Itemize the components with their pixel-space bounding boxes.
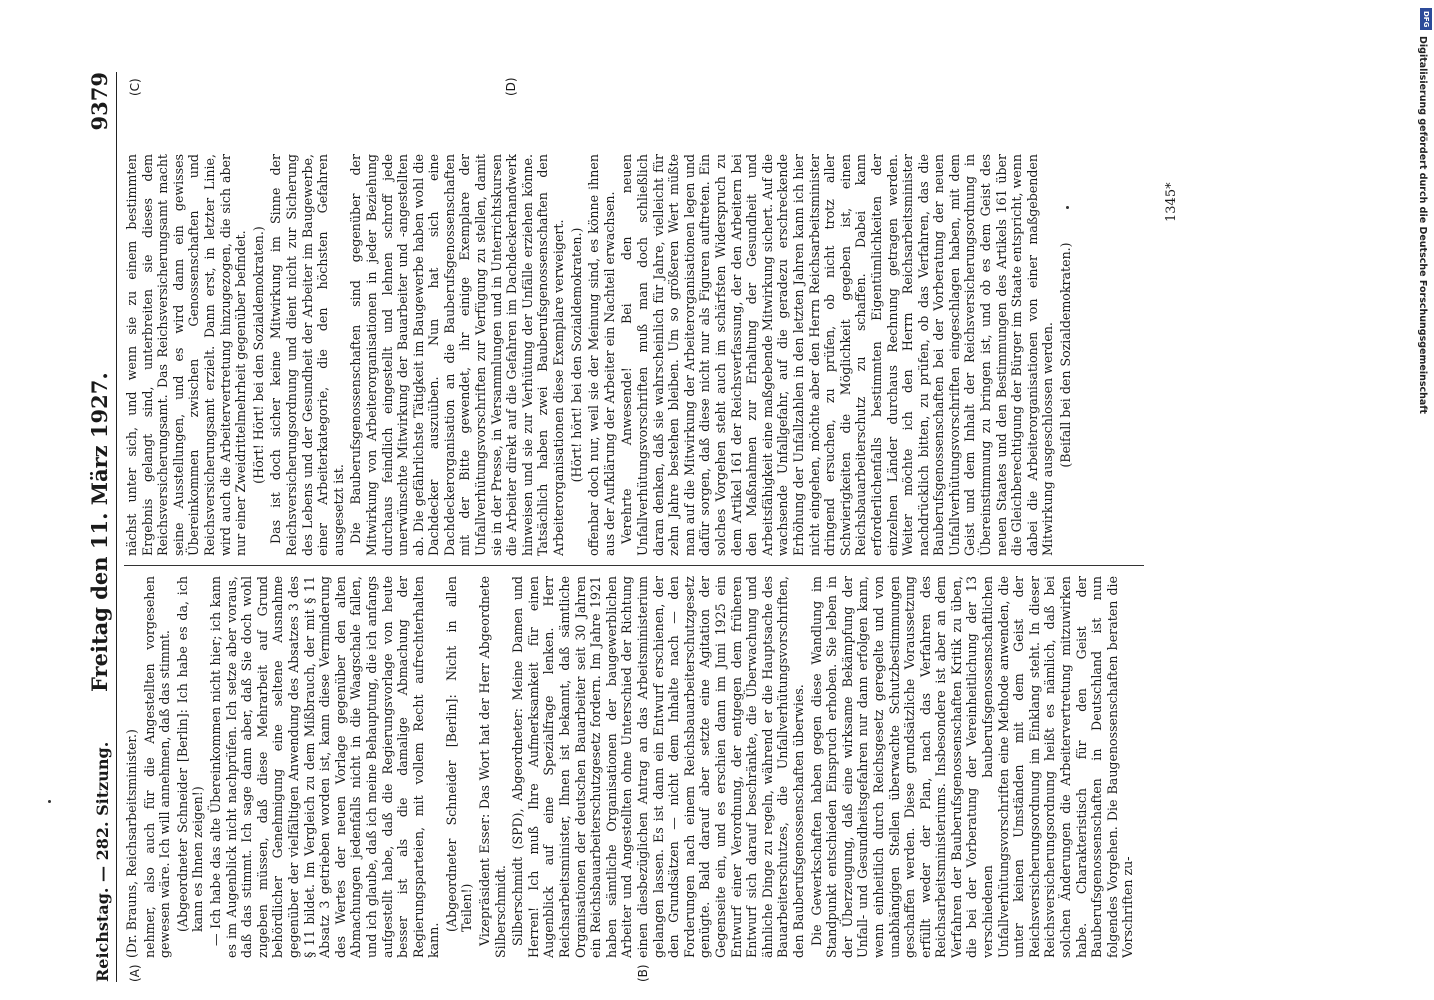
margin-mark-b: (B): [636, 964, 650, 982]
interjection: (Hört! hört! bei den Sozialdemokraten.): [568, 227, 584, 483]
interjection: (Hört! Hört! bei den Sozialdemokraten.): [250, 226, 266, 484]
scan-speck: [48, 800, 51, 803]
column-divider: [124, 565, 1144, 566]
footer-number: 1345*: [1164, 182, 1179, 222]
left-column: [124, 576, 1324, 958]
paragraph: Das ist doch sicher keine Mitwirkung im Sinne der Reichsversicherungsordnung und dient nicht zur Sicherung des Lebens und der Gesundheit der Arbeiter im Baugewerbe, einer Arbeiterkategorie, die den höchsten Gefahren ausgesetzt ist.: [268, 154, 346, 556]
paragraph: Vizepräsident Esser: Das Wort hat der Herr Abgeordnete Silberschmidt.: [477, 576, 508, 958]
paragraph: Silberschmidt (SPD), Abgeordneter: Meine Damen und Herren! Ich muß Ihre Aufmerksamkeit für einen Augenblick auf eine Spezialfrage lenken. Herr Reichsarbeitsminister, Ihnen ist bekannt, daß sämtliche Organisationen der deutschen Bauarbeiter seit 30 Jahren ein Reichsbauarbeiterschutzgesetz fordern. Im Jahre 1921 haben sämtliche Organisationen der baugewerblichen Arbeiter und Angestellten ohne Unterschied der Richtung einen diesbezüglichen Antrag an das Arbeitsministerium gelangen lassen. Es ist dann ein Entwurf erschienen, der den Grundsätzen — nicht dem Inhalte nach — den Forderungen nach einem Reichsbauarbeiterschutzgesetz genügte. Bald darauf aber setzte eine Agitation der Gegenseite ein, und es erschien dann im Juni 1925 ein Entwurf einer Verordnung, der entgegen dem früheren Entwurf sich darauf beschränkte, die Überwachung und ähnliche Dinge zu regeln, während er die Hauptsache des Bauarbeiterschutzes, die Unfallverhütungsvorschriften, den Bauberufsgenossenschaften überwies.: [510, 576, 806, 958]
header-session: Reichstag. — 282. Sitzung.: [93, 741, 112, 982]
header-date: Freitag den 11. März 1927.: [87, 372, 112, 692]
interjection: (Abgeordneter Schneider [Berlin]: Ich habe es da, ich kann es Ihnen zeigen!): [174, 576, 206, 932]
margin-mark-a: (A): [128, 964, 142, 982]
paragraph: Die Gewerkschaften haben gegen diese Wandlung im Standpunkt entschieden Einspruch erhoben. Sie leben in der Überzeugung, daß eine wirksame Bekämpfung der Unfall- und Gesundheitsgefahren nur dann erfolgen kann, wenn einheitlich durch Reichsgesetz geregelte und von unabhängigen Stellen überwachte Schutzbestimmungen geschaffen werden. Diese grundsätzliche Voraussetzung erfüllt weder der Plan, nach das Verfahren des Reichsarbeitsministeriums. Insbesondere ist aber an dem Verfahren der Bauberufsgenossenschaften Kritik zu üben, die bei der Vorberatung der Vereinheitlichung der 13 verschiedenen bauberufsgenossenschaftlichen Unfallverhütungsvorschriften eine Methode anwenden, die unter keinen Umständen mit dem Geist der Reichsversicherungsordnung im Einklang steht. In dieser Reichsversicherungsordnung heißt es nämlich, daß bei solchen Änderungen die Arbeitervertretung mitzuwirken habe. Charakteristisch für den Geist der Bauberufsgenossenschaften in Deutschland ist nun folgendes Vorgehen. Die Baugenossenschaften beraten die Vorschriften zu-: [808, 576, 1136, 958]
dfg-logo-icon: DFG: [1420, 8, 1432, 30]
page-number: 9379: [87, 72, 112, 131]
paragraph: nächst unter sich, und wenn sie zu einem bestimmten Ergebnis gelangt sind, unterbreiten sie dieses dem Reichsversicherungsamt. Das Reichsversicherungsamt macht seine Ausstellungen, und es wird dann ein gewisses Übereinkommen zwischen Genossenschaften und Reichsversicherungsamt erzielt. Dann erst, in letzter Linie, wird auch die Arbeitervertretung hinzugezogen, die sich aber nur einer Zweidrittelmehrheit gegenüber befindet.: [124, 154, 249, 556]
margin-mark-c: (C): [128, 78, 142, 96]
applause-note: (Beifall bei den Sozialdemokraten.): [1058, 242, 1074, 468]
interjection: (Abgeordneter Schneider [Berlin]: Nicht in allen Teilen!): [443, 576, 475, 932]
text-columns: [124, 72, 1324, 982]
speaker-line: (Dr. Brauns, Reichsarbeitsminister.): [124, 729, 139, 958]
paragraph: Die Bauberufsgenossenschaften sind gegenüber der Mitwirkung von Arbeiterorganisationen in jeder Beziehung durchaus feindlich eingestellt und lehnen schroff jede unerwünschte Mitwirkung der Bauarbeiter und -angestellten ab. Die gefährlichste Tätigkeit im Baugewerbe haben wohl die Dachdecker auszuüben. Nun hat sich eine Dachdeckerorganisation an die Bauberufsgenossenschaften mit der Bitte gewendet, ihr einige Exemplare der Unfallverhütungsvorschriften zur Verfügung zu stellen, damit sie in der Presse, in Versammlungen und in Unterrichtskursen die Arbeiter direkt auf die Gefahren im Dachdeckerhandwerk hinweisen und sie zur Verhütung der Unfälle erziehen könne. Tatsächlich haben zwei Bauberufsgenossenschaften den Arbeiterorganisationen diese Exemplare verweigert.: [348, 154, 567, 556]
scan-speck: [1066, 206, 1069, 209]
paragraph: offenbar doch nur, weil sie der Meinung sind, es könne ihnen aus der Aufklärung der Arbeiter ein Nachteil erwachsen.: [586, 154, 617, 556]
paragraph: — Ich habe das alte Übereinkommen nicht hier; ich kann es im Augenblick nicht nachprüfen. Ich setze aber voraus, daß das stimmt. Ich sage dann aber, daß Sie doch wohl zugeben müssen, daß diese Mehrarbeit auf Grund behördlicher Genehmigung eine seltene Ausnahme gegenüber der vielfältigen Anwendung des Absatzes 3 des § 11 bildet. Im Vergleich zu dem Mißbrauch, der mit § 11 Absatz 3 getrieben worden ist, kann diese Verminderung des Wertes der neuen Vorlage gegenüber den alten Abmachungen jedenfalls nicht in die Waagschale fallen, und ich glaube, daß ich meine Behauptung, die ich anfangs aufgestellt habe, daß die Regierungsvorlage von heute besser ist als die damalige Abmachung der Regierungsparteien, mit vollem Recht aufrechterhalten kann.: [207, 576, 442, 958]
digitization-credit: Digitalisierung gefördert durch die Deutsche Forschungsgemeinschaft: [1417, 36, 1428, 414]
paragraph: nehmer, also auch für die Angestellten vorgesehen gewesen wäre. Ich will annehmen, daß das stimmt.: [141, 576, 173, 958]
paragraph: Verehrte Anwesende! Bei den neuen Unfallverhütungsvorschriften muß man doch schließlich daran denken, daß sie wahrscheinlich für Jahre, vielleicht für zehn Jahre bestehen bleiben. Um so größeren Wert müßte man auf die Mitwirkung der Arbeiterorganisationen legen und dafür sorgen, daß diese nicht nur als Figuren auftreten. Ein solches Vorgehen steht auch im schärfsten Widerspruch zu dem Artikel 161 der Reichsverfassung, der den Arbeitern bei den Maßnahmen zur Erhaltung der Gesundheit und Arbeitsfähigkeit eine maßgebende Mitwirkung sichert. Auf die wachsende Unfallgefahr, auf die geradezu erschreckende Erhöhung der Unfallzahlen in den letzten Jahren kann ich hier nicht eingehen, möchte aber den Herrn Reichsarbeitsminister dringend ersuchen, zu prüfen, ob nicht trotz aller Schwierigkeiten die Möglichkeit gegeben ist, einen Reichsbauarbeiterschutz zu schaffen. Dabei kann erforderlichenfalls bestimmten Eigentümlichkeiten der einzelnen Länder durchaus Rechnung getragen werden. Weiter möchte ich den Herrn Reichsarbeitsminister nachdrücklich bitten, zu prüfen, ob das Verfahren, das die Bauberufsgenossenschaften bei der Vorberatung der neuen Unfallverhütungsvorschriften eingeschlagen haben, mit dem Geist und dem Inhalt der Reichsversicherungsordnung in Übereinstimmung zu bringen ist, und ob es dem Geist des neuen Staates und den Bestimmungen des Artikels 161 über die Gleichberechtigung der Bürger im Staate entspricht, wenn dabei die Arbeiterorganisationen von einer maßgebenden Mitwirkung ausgeschlossen werden.: [619, 154, 1056, 556]
right-column: [124, 154, 1324, 556]
margin-mark-d: (D): [504, 77, 518, 96]
page-body: [92, 72, 1342, 982]
